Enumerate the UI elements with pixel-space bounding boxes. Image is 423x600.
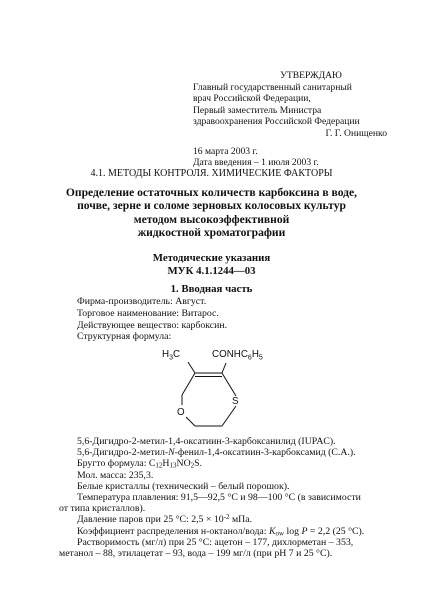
solubility-line-2: метанол – 88, этилацетат – 93, вода – 199 мг/л (при рН 7 и 25 °С). (59, 548, 333, 560)
partition-pre: Коэффициент распределения н-октанол/вода: (77, 525, 269, 537)
document-subtitle (30, 252, 393, 277)
structural-formula-label: Структурная формула: (77, 331, 172, 343)
partition-p: P (301, 525, 308, 537)
formula-sub-h: 13 (169, 461, 177, 470)
formula-sub-c: 12 (155, 461, 163, 470)
formula-s: S. (194, 458, 203, 470)
approval-block (193, 70, 393, 169)
pressure-exponent: -2 (223, 513, 230, 522)
subtitle-line-1: Методические указания (152, 252, 271, 264)
pressure-post: мПа. (229, 514, 253, 526)
approval-line-3: Первый заместитель Министра (193, 104, 322, 116)
approval-line-4: здравоохранения Российской Федерации (193, 116, 360, 128)
oxygen-atom-label: O (177, 407, 185, 418)
manufacturer-line: Фирма-производитель: Август. (77, 296, 207, 307)
vapor-pressure (77, 514, 397, 525)
partition-kow: ow (275, 529, 285, 538)
title-line-4: жидкостной хроматографии (137, 225, 286, 239)
methyl-label: $H_3C$ (162, 349, 181, 362)
molar-mass: Мол. масса: 235,3. (77, 469, 154, 481)
chapter-heading: 1. Вводная часть (170, 283, 253, 295)
title-line-1: Определение остаточных количеств карбоксина в воде, (65, 186, 358, 199)
trade-name-line: Торговое наименование: Витарос. (77, 307, 219, 319)
approval-header: УТВЕРЖДАЮ (280, 70, 342, 81)
introduction-date: Дата введения – 1 июля 2003 г. (193, 157, 319, 169)
pressure-pre: Давление паров при 25 °С: 2,5 × 10 (77, 514, 224, 526)
ca-name-pre: 5,6-Дигидро-2-метил- (77, 447, 169, 459)
ca-name-post: -фенил-1,4-оксатиин-3-карбоксамид (С.А.). (174, 447, 356, 459)
partition-k: K (268, 525, 276, 537)
sulfur-atom-label: S (232, 396, 239, 407)
approval-line-2: врач Российской Федерации, (193, 93, 311, 105)
subtitle-line-2: МУК 4.1.1244—03 (167, 264, 256, 277)
approval-line-1: Главный государственный санитарный (193, 81, 352, 93)
ca-name (77, 447, 397, 458)
melting-line-2: от типа кристаллов). (59, 503, 146, 515)
amide-label: $CONHC_6H_5$ (212, 349, 263, 362)
intro-info (77, 296, 227, 343)
formula-sub-o: 2 (190, 461, 195, 470)
approval-signature: Г. Г. Онищенко (325, 127, 387, 139)
properties (59, 436, 397, 560)
melting-line-1: Температура плавления: 91,5—92,5 °С и 98—100 °С (в зависимости (77, 492, 361, 504)
partition-log: log (284, 525, 302, 537)
formula-no: NO (176, 458, 191, 470)
formula-h: H (162, 458, 170, 470)
document-title (30, 186, 393, 239)
solubility-line-1: Растворимость (мг/л) при 25 °С: ацетон – 177, дихлорметан – 353, (77, 536, 354, 548)
section-heading: 4.1. МЕТОДЫ КОНТРОЛЯ. ХИМИЧЕСКИЕ ФАКТОРЫ (90, 168, 333, 179)
title-line-2: почве, зерне и соломе зерновых колосовых культур (77, 199, 346, 213)
partition-coefficient (77, 526, 397, 537)
crystals-line: Белые кристаллы (технический – белый порошок). (77, 480, 290, 492)
approval-date: 16 марта 2003 г. (193, 145, 258, 157)
active-substance-line: Действующее вещество: карбоксин. (77, 319, 228, 331)
partition-post: = 2,2 (25 °С). (307, 525, 365, 537)
formula-pre: Бругто формула: C (77, 458, 156, 470)
iupac-name: 5,6-Дигидро-2-метил-1,4-оксатиин-3-карбоксанилид (IUPAC). (77, 436, 336, 447)
ca-name-italic: N (168, 447, 175, 459)
structural-formula (160, 338, 270, 430)
gross-formula (77, 458, 397, 469)
title-line-3: методом высокоэффективной (133, 212, 290, 226)
